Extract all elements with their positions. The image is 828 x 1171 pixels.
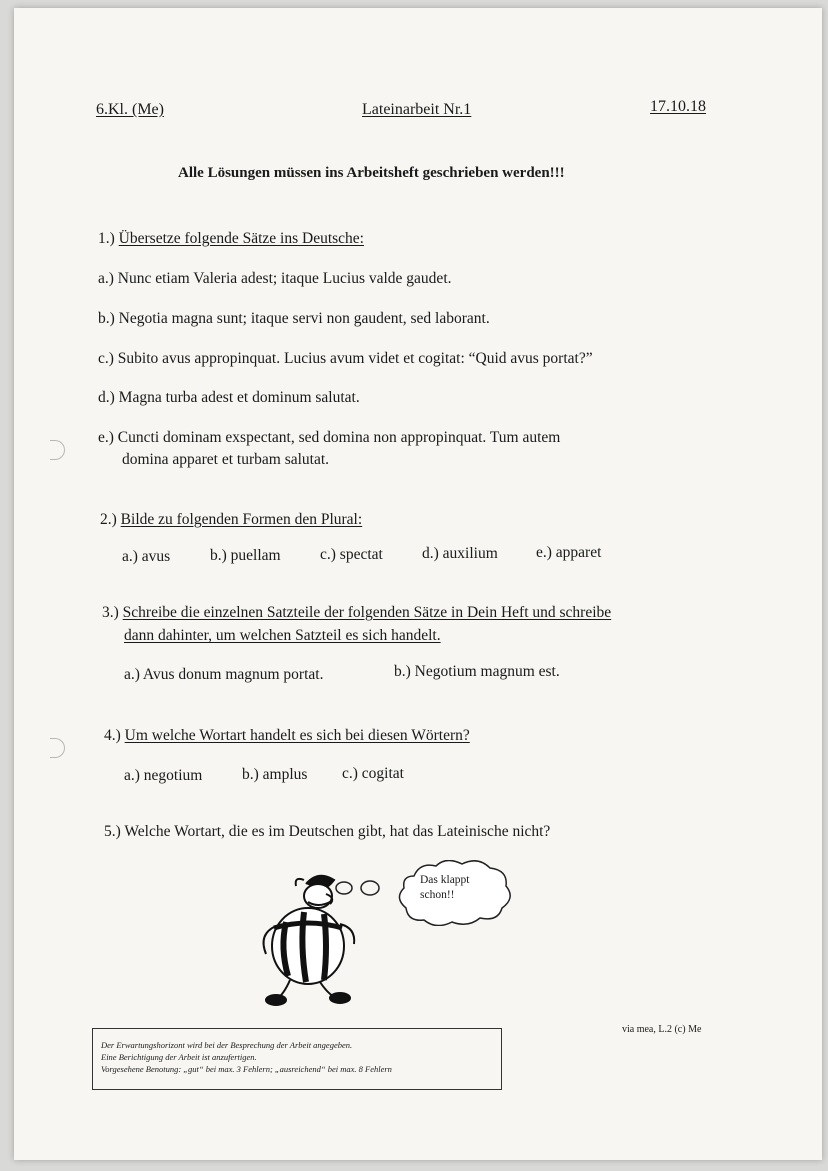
class-label: 6.Kl. (Me): [96, 101, 164, 118]
exam-title: Lateinarbeit Nr.1: [362, 101, 472, 118]
task-4-item: b.) amplus: [242, 766, 308, 783]
grading-info-line: Vorgesehene Benotung: „gut“ bei max. 3 Fehlern; „ausreichend“ bei max. 8 Fehlern: [101, 1064, 392, 1074]
task-3-title-cont: dann dahinter, um welchen Satzteil es sich handelt.: [124, 627, 441, 644]
task-3-item: b.) Negotium magnum est.: [394, 663, 560, 680]
task-2-item: e.) apparet: [536, 544, 602, 561]
exam-sheet: [14, 8, 822, 1160]
task-number: 1.): [98, 230, 115, 247]
grading-info-line: Eine Berichtigung der Arbeit ist anzufertigen.: [101, 1052, 257, 1062]
task-3-heading: [102, 604, 611, 622]
task-number: 5.): [104, 823, 121, 840]
credit-line: via mea, L.2 (c) Me: [622, 1024, 702, 1035]
task-2-heading: [100, 511, 362, 529]
task-number: 2.): [100, 511, 117, 528]
thought-bubble: [392, 860, 520, 926]
task-2-item: c.) spectat: [320, 546, 383, 563]
task-1-item-e: e.) Cuncti dominam exspectant, sed domina non appropinquat. Tum autem: [98, 429, 561, 446]
task-2-item: b.) puellam: [210, 547, 281, 564]
task-4-heading: [104, 727, 470, 745]
punch-hole-mark: [50, 738, 65, 758]
task-title: Um welche Wortart handelt es sich bei diesen Wörtern?: [124, 727, 470, 744]
punch-hole-mark: [50, 440, 65, 460]
grading-info-line: Der Erwartungshorizont wird bei der Besprechung der Arbeit angegeben.: [101, 1040, 353, 1050]
task-title: Welche Wortart, die es im Deutschen gibt, hat das Lateinische nicht?: [124, 823, 551, 840]
task-1-item-d: d.) Magna turba adest et dominum salutat.: [98, 389, 360, 406]
grading-info-box: [92, 1028, 502, 1090]
task-5-heading: [104, 823, 550, 841]
task-1-item-a: a.) Nunc etiam Valeria adest; itaque Lucius valde gaudet.: [98, 270, 452, 287]
task-4-item: c.) cogitat: [342, 765, 404, 782]
task-1-item-b: b.) Negotia magna sunt; itaque servi non gaudent, sed laborant.: [98, 310, 490, 327]
task-1-item-e-cont: domina apparet et turbam salutat.: [122, 451, 330, 468]
task-number: 3.): [102, 604, 119, 621]
task-number: 4.): [104, 727, 121, 744]
bubble-text-line-1: Das klappt: [420, 874, 470, 886]
task-1-heading: [98, 230, 364, 248]
task-1-item-c: c.) Subito avus appropinquat. Lucius avum videt et cogitat: “Quid avus portat?”: [98, 350, 593, 367]
task-3-item: a.) Avus donum magnum portat.: [124, 666, 324, 683]
task-title: Bilde zu folgenden Formen den Plural:: [120, 511, 363, 528]
notice: Alle Lösungen müssen ins Arbeitsheft geschrieben werden!!!: [178, 165, 565, 181]
task-2-item: a.) avus: [122, 548, 171, 565]
task-title: Schreibe die einzelnen Satzteile der folgenden Sätze in Dein Heft und schreibe: [122, 604, 612, 621]
task-4-item: a.) negotium: [124, 767, 203, 784]
task-2-item: d.) auxilium: [422, 545, 498, 562]
bubble-text-line-2: schon!!: [420, 889, 455, 901]
task-title: Übersetze folgende Sätze ins Deutsche:: [118, 230, 364, 247]
exam-date: 17.10.18: [650, 98, 706, 115]
